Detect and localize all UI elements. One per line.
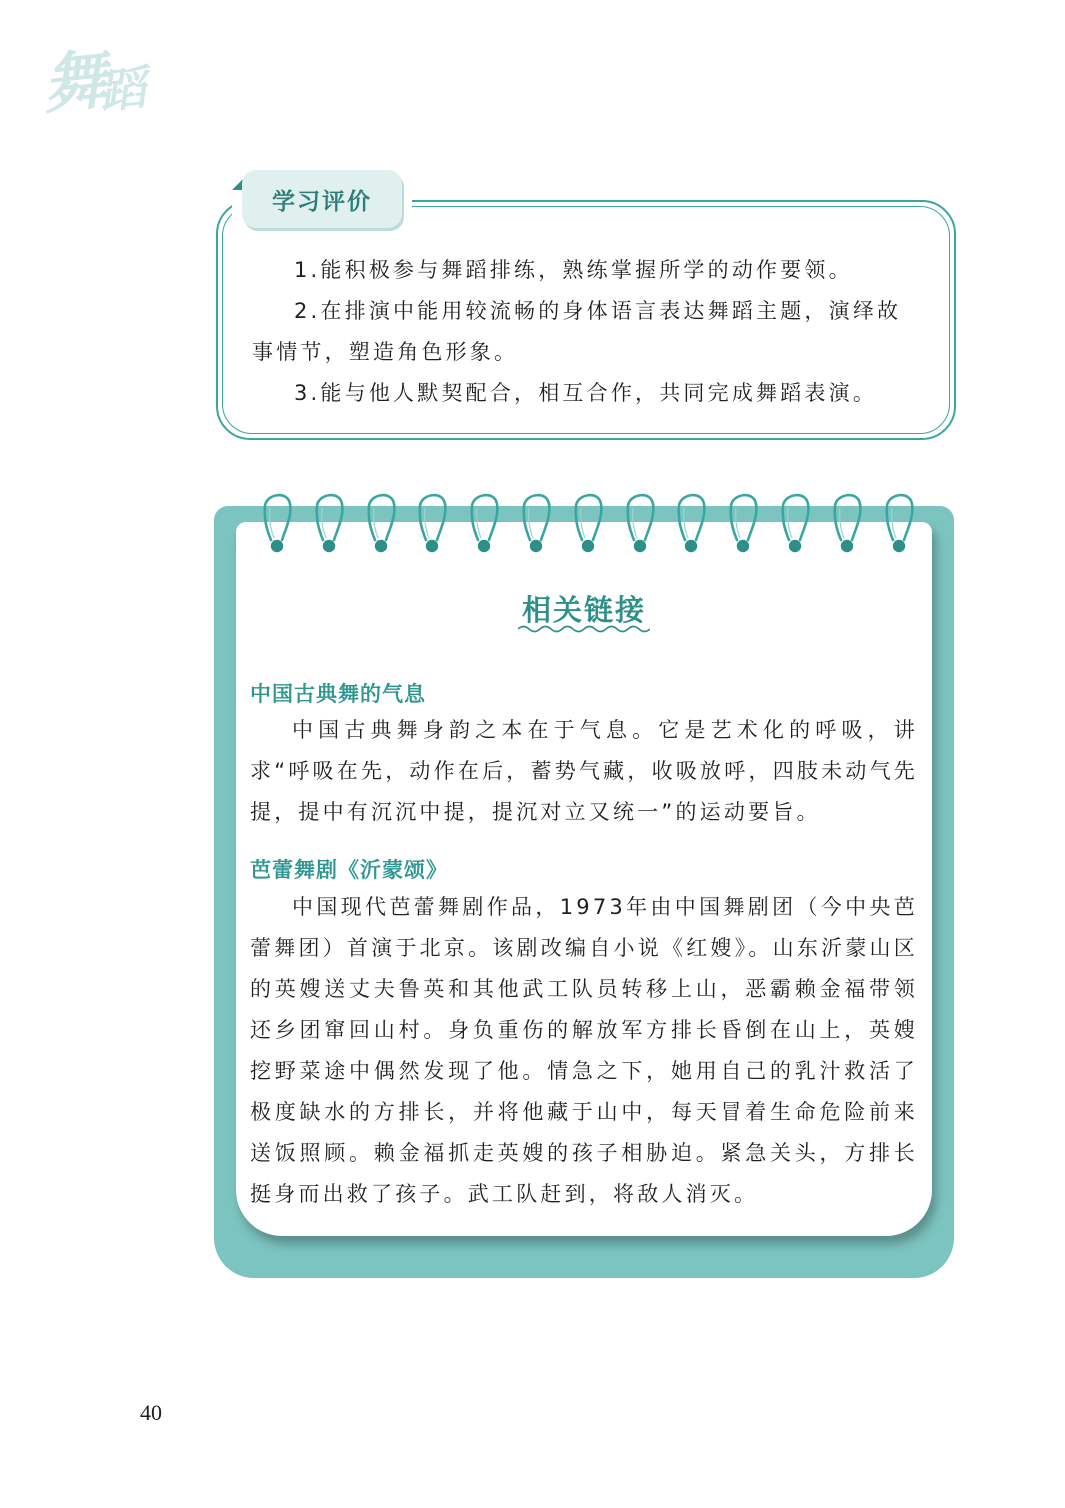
evaluation-title: 学习评价 <box>272 188 372 215</box>
evaluation-list <box>252 250 922 414</box>
title-wave-underline <box>518 624 650 634</box>
section-text <box>250 710 918 833</box>
binder-ring-icon <box>521 488 555 554</box>
binder-ring-icon <box>780 488 814 554</box>
book-logo <box>37 25 140 126</box>
evaluation-tag <box>232 170 412 232</box>
section-heading: 芭蕾舞剧《沂蒙颂》 <box>250 858 448 882</box>
binder-ring-icon <box>314 488 348 554</box>
paragraph: 中国古典舞身韵之本在于气息。它是艺术化的呼吸，讲求“呼吸在先，动作在后，蓄势气藏，收吸放呼，四肢未动气先提，提中有沉沉中提，提沉对立又统一”的运动要旨。 <box>250 718 918 824</box>
binder-ring-icon <box>676 488 710 554</box>
logo-char-step: 蹈 <box>96 61 141 119</box>
section-heading: 中国古典舞的气息 <box>250 682 426 706</box>
binder-ring-icon <box>469 488 503 554</box>
evaluation-item: 1.能积极参与舞蹈排练，熟练掌握所学的动作要领。 <box>294 258 853 282</box>
binder-ring-icon <box>832 488 866 554</box>
evaluation-item: 3.能与他人默契配合，相互合作，共同完成舞蹈表演。 <box>294 381 878 405</box>
page-number: 40 <box>140 1400 162 1425</box>
logo-char-dance: 舞 <box>38 43 103 124</box>
binder-ring-icon <box>625 488 659 554</box>
binder-ring-icon <box>573 488 607 554</box>
binder-ring-icon <box>728 488 762 554</box>
section-text <box>250 887 918 1215</box>
evaluation-item: 2.在排演中能用较流畅的身体语言表达舞蹈主题，演绎故事情节，塑造角色形象。 <box>252 299 902 364</box>
binder-ring-icon <box>262 488 296 554</box>
binder-ring-icon <box>884 488 918 554</box>
binder-ring-icon <box>366 488 400 554</box>
paragraph: 中国现代芭蕾舞剧作品，1973年由中国舞剧团（今中央芭蕾舞团）首演于北京。该剧改编自小说《红嫂》。山东沂蒙山区的英嫂送丈夫鲁英和其他武工队员转移上山，恶霸赖金福带领还乡团窜回山村。身负重伤的解放军方排长昏倒在山上，英嫂挖野菜途中偶然发现了他。情急之下，她用自己的乳汁救活了极度缺水的方排长，并将他藏于山中，每天冒着生命危险前来送饭照顾。赖金福抓走英嫂的孩子相胁迫。紧急关头，方排长挺身而出救了孩子。武工队赶到，将敌人消灭。 <box>250 895 918 1206</box>
binder-ring-icon <box>417 488 451 554</box>
related-links-title: 相关链接 <box>521 593 646 627</box>
